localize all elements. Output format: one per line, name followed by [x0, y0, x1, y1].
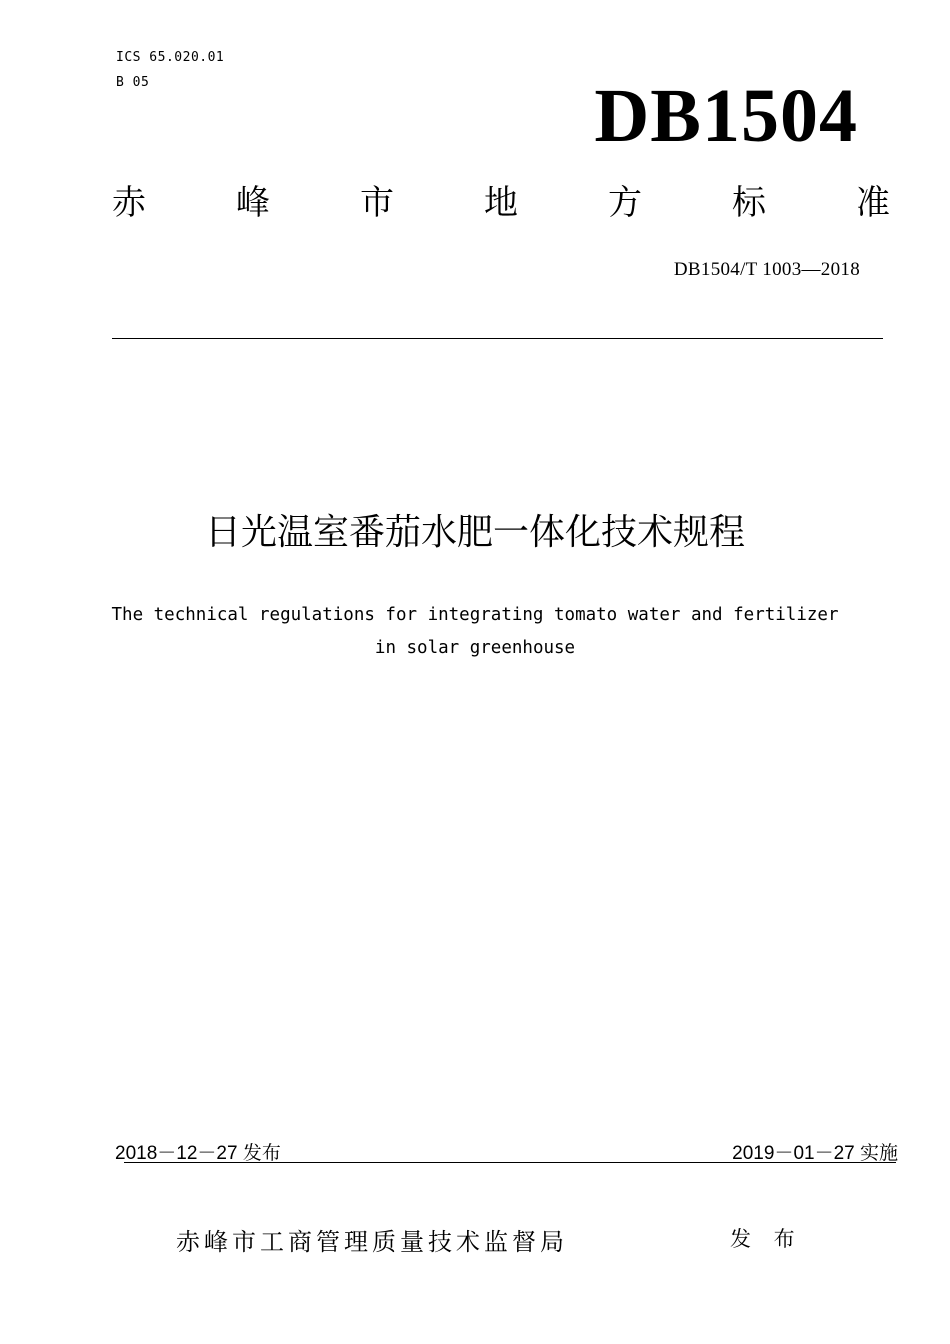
- document-title-chinese: 日光温室番茄水肥一体化技术规程: [204, 512, 745, 553]
- bottom-divider: [124, 1162, 896, 1163]
- publisher-name: 赤峰市工商管理质量技术监督局: [176, 1228, 568, 1256]
- standard-logo: DB1504: [594, 74, 858, 158]
- ics-code: ICS 65.020.01: [116, 50, 225, 65]
- standard-type-char: 峰: [236, 183, 270, 223]
- english-title-line-1: The technical regulations for integrating tomato water and fertilizer: [111, 605, 839, 625]
- standard-number: DB1504/T 1003—2018: [673, 259, 860, 280]
- standard-type-char: 方: [608, 183, 642, 223]
- standard-type-char: 市: [360, 183, 394, 223]
- english-title-line-2: in solar greenhouse: [374, 638, 576, 658]
- top-divider: [112, 338, 883, 339]
- standard-type-char: 赤: [112, 183, 146, 223]
- standard-type-heading: [112, 183, 890, 223]
- publish-label: 发 布: [730, 1227, 803, 1251]
- classification-code: B 05: [116, 75, 150, 90]
- standard-type-char: 标: [732, 183, 766, 223]
- standard-type-char: 地: [484, 183, 518, 223]
- implementation-date: 2019－01－27 实施: [732, 1143, 898, 1164]
- document-title-english: [0, 599, 950, 665]
- issue-date: 2018－12－27 发布: [115, 1143, 281, 1164]
- standard-type-char: 准: [856, 183, 890, 223]
